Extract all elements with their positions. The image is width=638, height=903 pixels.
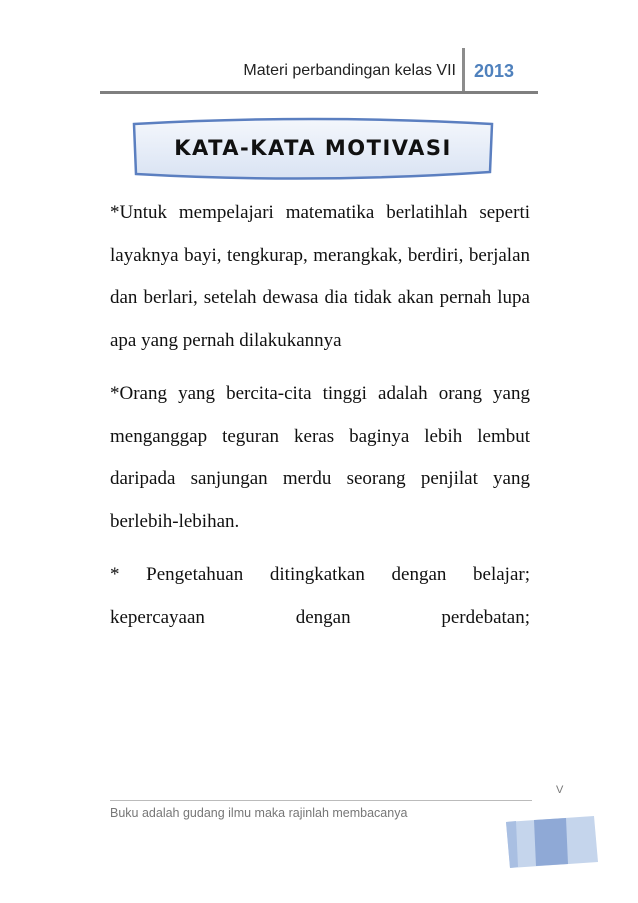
header-year: 2013 bbox=[474, 61, 515, 81]
footer-rule bbox=[110, 800, 532, 801]
page-header bbox=[100, 48, 538, 88]
corner-decoration bbox=[506, 816, 598, 873]
motivation-text bbox=[110, 192, 530, 650]
title-banner bbox=[128, 114, 498, 184]
header-title: Materi perbandingan kelas VII bbox=[243, 62, 456, 79]
header-rule bbox=[100, 91, 538, 94]
header-divider bbox=[462, 48, 465, 94]
paragraph-3: * Pengetahuan ditingkatkan dengan belajar; kepercayaan dengan perdebatan; bbox=[110, 564, 530, 628]
paragraph-1: *Untuk mempelajari matematika berlatihlah seperti layaknya bayi, tengkurap, merangkak, berdiri, berjalan dan berlari, setelah dewasa dia tidak akan pernah lupa apa yang pernah dilakukannya bbox=[110, 202, 530, 351]
page-number: V bbox=[556, 784, 564, 796]
footer-text: Buku adalah gudang ilmu maka rajinlah membacanya bbox=[110, 806, 408, 820]
banner-title: KATA-KATA MOTIVASI bbox=[174, 136, 452, 160]
paragraph-2: *Orang yang bercita-cita tinggi adalah orang yang menganggap teguran keras baginya lebih lembut daripada sanjungan merdu seorang penjilat yang berlebih-lebihan. bbox=[110, 383, 530, 532]
